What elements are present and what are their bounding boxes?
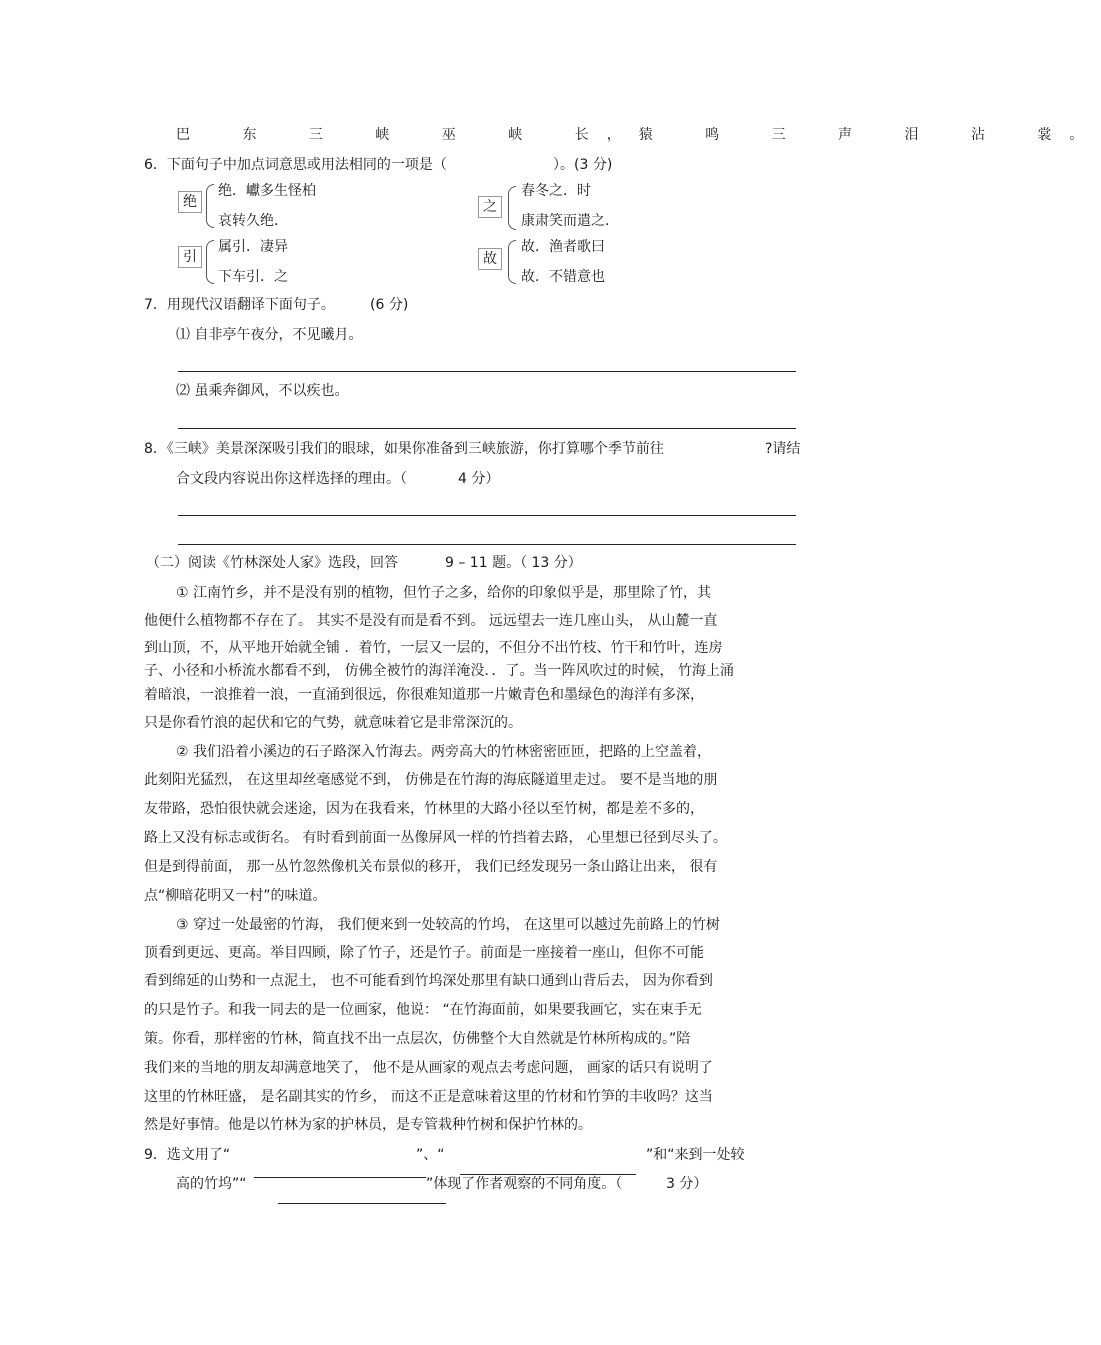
passage-line: 点“柳暗花明又一村”的味道。 [144, 888, 327, 904]
passage-line: 看到绵延的山势和一点泥土， 也不可能看到竹坞深处那里有缺口通到山背后去， 因为你看到 [144, 973, 713, 989]
passage-line: ① 江南竹乡，并不是没有别的植物，但竹子之多，给你的印象似乎是，那里除了竹，其 [176, 585, 711, 601]
q8-text: 8．《三峡》美景深深吸引我们的眼球，如果你准备到三峡旅游，你打算哪个季节前往 [144, 441, 664, 457]
brace-icon [206, 184, 214, 228]
q6-option: 故．渔者歌曰 [521, 239, 605, 255]
passage-line: 然是好事情。他是以竹林为家的护林员，是专管栽种竹树和保护竹林的。 [144, 1117, 592, 1133]
passage-line: 顶看到更远、更高。举目四顾，除了竹子，还是竹子。前面是一座接着一座山，但你不可能 [144, 945, 704, 961]
poem-line: 巴 东 三 峡 巫 峡 长，猿 鸣 三 声 泪 沾 裳。 [176, 127, 1101, 143]
q7-stem: 7．用现代汉语翻译下面句子。 [144, 297, 335, 313]
q6-option: 春冬之．时 [521, 183, 591, 199]
q6-stem: 6．下面句子中加点词意思或用法相同的一项是（ [144, 157, 447, 173]
passage-line: 到山顶，不，从平地开始就全铺 ．着竹，一层又一层的，不但分不出竹枝、竹干和竹叶，连房 [144, 640, 723, 656]
q9-text: 9．选文用了“ [144, 1147, 231, 1163]
passage-line: ② 我们沿着小溪边的石子路深入竹海去。两旁高大的竹林密密匝匝，把路的上空盖着， [176, 744, 711, 760]
passage-line: 此刻阳光猛烈， 在这里却丝毫感觉不到， 仿佛是在竹海的海底隧道里走过。 要不是当地的朋 [144, 772, 718, 788]
passage-line: 友带路，恐怕很快就会迷途，因为在我看来，竹林里的大路小径以至竹树，都是差不多的， [144, 801, 704, 817]
passage-line: ③ 穿过一处最密的竹海， 我们便来到一处较高的竹坞， 在这里可以越过先前路上的竹树 [176, 917, 720, 933]
answer-line[interactable] [178, 544, 796, 545]
brace-icon [508, 240, 516, 284]
passage-line: 这里的竹林旺盛， 是名副其实的竹乡， 而这不正是意味着这里的竹材和竹笋的丰收吗？这当 [144, 1089, 713, 1105]
passage-line: 我们来的当地的朋友却满意地笑了， 他不是从画家的观点去考虑问题， 画家的话只有说明了 [144, 1060, 713, 1076]
q8-text: 合文段内容说出你这样选择的理由。（ [176, 471, 407, 487]
q6-group-label: 故 [478, 248, 502, 270]
q9-score: 3 分） [666, 1176, 708, 1192]
q9-text: 高的竹坞”“ [176, 1176, 247, 1192]
q6-group-label: 之 [478, 196, 502, 218]
q7-score: (6 分) [370, 297, 409, 313]
q6-option: 属引．凄异 [218, 239, 288, 255]
brace-icon [206, 240, 214, 284]
q8-score: 4 分） [458, 471, 500, 487]
passage-line: 的只是竹子。和我一同去的是一位画家，他说： “在竹海面前，如果要我画它，实在束手无 [144, 1002, 702, 1018]
answer-line[interactable] [178, 428, 796, 429]
q6-group-label: 引 [178, 246, 202, 268]
passage-line: 子、小径和小桥流水都看不到， 仿佛全被竹的海洋淹没．．了。当一阵风吹过的时候， 竹海上涌 [144, 663, 734, 679]
passage-line: 但是到得前面， 那一丛竹忽然像机关布景似的移开， 我们已经发现另一条山路让出来， 很有 [144, 859, 718, 875]
answer-line[interactable] [278, 1203, 446, 1204]
q9-text: ”和“来到一处较 [646, 1147, 745, 1163]
q7-item: ⑵ 虽乘奔御风，不以疾也。 [176, 383, 349, 399]
passage-line: 着暗浪，一浪推着一浪，一直涌到很远，你很难知道那一片嫩青色和墨绿色的海洋有多深， [144, 687, 704, 703]
passage-line: 路上又没有标志或街名。 有时看到前面一丛像屏风一样的竹挡着去路， 心里想已径到尽头了。 [144, 830, 727, 846]
section-heading: （二）阅读《竹林深处人家》选段，回答 [146, 555, 398, 571]
answer-line[interactable] [254, 1177, 426, 1178]
q6-group-label: 绝 [178, 191, 202, 213]
q9-text: ”体现了作者观察的不同角度。（ [426, 1176, 623, 1192]
q6-option: 故．不错意也 [521, 269, 605, 285]
q7-item: ⑴ 自非亭午夜分，不见曦月。 [176, 327, 363, 343]
answer-line[interactable] [178, 371, 796, 372]
passage-line: 只是你看竹浪的起伏和它的气势，就意味着它是非常深沉的。 [144, 715, 522, 731]
q6-option: 康肃笑而遣之． [521, 213, 619, 229]
passage-line: 策。你看，那样密的竹林，简直找不出一点层次，仿佛整个大自然就是竹林所构成的。”陪 [144, 1031, 691, 1047]
q6-option: 哀转久绝． [218, 213, 288, 229]
q8-text: ?请结 [765, 441, 801, 457]
q9-text: ”、“ [416, 1147, 445, 1163]
section-heading: 9 – 11 题。（ 13 分） [445, 555, 582, 571]
q6-option: 下车引．之 [218, 269, 288, 285]
passage-line: 他便什么植物都不存在了。 其实不是没有而是看不到。 远远望去一连几座山头， 从山麓一直 [144, 613, 718, 629]
answer-line[interactable] [178, 515, 796, 516]
brace-icon [508, 186, 516, 230]
q6-stem-end: ）。(3 分) [553, 157, 613, 173]
q6-option: 绝．巘多生怪柏 [218, 183, 316, 199]
